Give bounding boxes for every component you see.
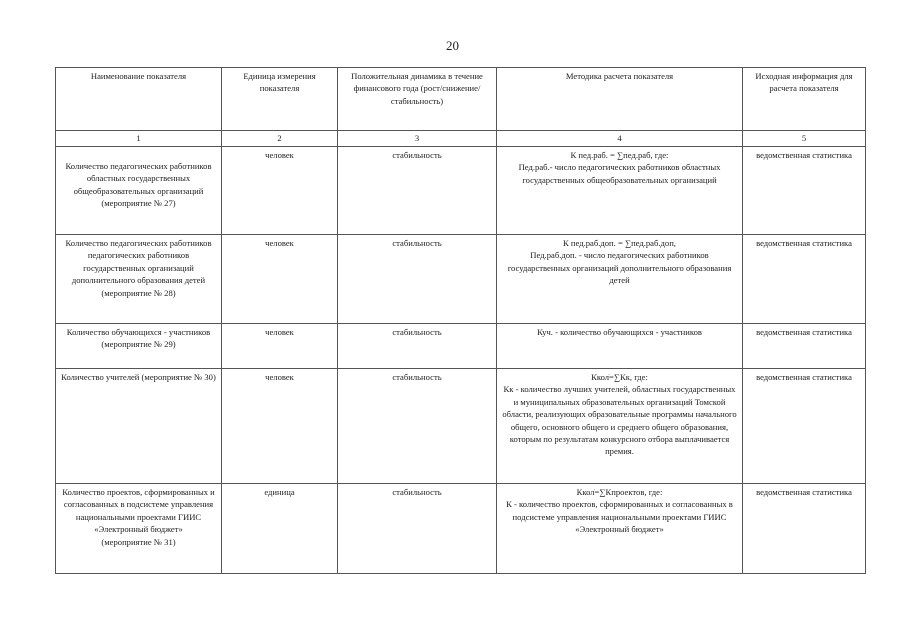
method-cell [497, 147, 743, 235]
method-cell [497, 369, 743, 484]
method-formula: К пед.раб.доп. = ∑пед.раб.доп, [563, 238, 676, 248]
indicator-note: (мероприятие № 28) [101, 287, 176, 298]
dynamics-cell: стабильность [338, 324, 497, 369]
indicator-name: Количество педагогических работников областных государственных общеобразовательных организаций (мероприятие № 27) [65, 161, 212, 209]
indicator-name-cell [56, 324, 222, 369]
method-cell [497, 484, 743, 574]
method-formula: К пед.раб. = ∑пед.раб, где: [570, 150, 669, 160]
page-number: 20 [446, 38, 459, 53]
column-number: 1 [56, 131, 222, 147]
unit-cell: человек [222, 235, 338, 324]
source-cell: ведомственная статистика [743, 235, 866, 324]
indicators-table [55, 67, 866, 574]
header-source: Исходная информация для расчета показателя [743, 68, 866, 131]
header-indicator-name: Наименование показателя [56, 68, 222, 131]
method-description: К - количество проектов, сформированных и согласованных в подсистеме управления национальными проектами ГИИС «Электронный бюджет» [506, 499, 733, 535]
indicator-note: (мероприятие № 31) [101, 536, 176, 547]
indicator-note: (мероприятие № 29) [101, 339, 176, 350]
dynamics-cell: стабильность [338, 369, 497, 484]
dynamics-cell: стабильность [338, 147, 497, 235]
indicator-name-cell [56, 147, 222, 235]
source-cell: ведомственная статистика [743, 484, 866, 574]
indicator-name: Количество проектов, сформированных и согласованных в подсистеме управления национальными проектами ГИИС «Электронный бюджет» [62, 487, 215, 535]
method-description: Кк - количество лучших учителей, областных государственных и муниципальных образовательных организаций Томской области, реализующих образовательные программы начального общего, основного общего и среднего общего образования, которым по результатам конкурсного отбора выплачивается премия. [502, 384, 737, 457]
indicator-name-cell [56, 484, 222, 574]
header-unit: Единица измерения показателя [222, 68, 338, 131]
indicator-name-cell [56, 235, 222, 324]
method-cell [497, 235, 743, 324]
table-row [56, 369, 866, 484]
table-row [56, 235, 866, 324]
column-number-row [56, 131, 866, 147]
source-cell: ведомственная статистика [743, 147, 866, 235]
table-row [56, 484, 866, 574]
indicator-name: Количество педагогических работников педагогических работников государственных организаций дополнительного образования детей [65, 238, 212, 286]
table-row [56, 324, 866, 369]
unit-cell: человек [222, 147, 338, 235]
unit-cell: человек [222, 369, 338, 484]
indicator-name-cell: Количество учителей (мероприятие № 30) [56, 369, 222, 484]
method-formula: Кколׂ=∑Кк, где: [591, 372, 648, 382]
header-method: Методика расчета показателя [497, 68, 743, 131]
indicator-name: Количество обучающихся - участников [66, 327, 211, 337]
source-cell: ведомственная статистика [743, 324, 866, 369]
column-number: 5 [743, 131, 866, 147]
column-number: 3 [338, 131, 497, 147]
method-description: Куч. - количество обучающихся - участников [537, 327, 702, 337]
column-number: 4 [497, 131, 743, 147]
method-description: Пед.раб.- число педагогических работников областных государственных общеобразовательных организаций [518, 162, 721, 185]
source-cell: ведомственная статистика [743, 369, 866, 484]
header-dynamics: Положительная динамика в течение финансового года (рост/снижение/стабильность) [338, 68, 497, 131]
method-description: Пед.раб.доп. - число педагогических работников государственных организаций дополнительного образования детей [507, 250, 732, 286]
dynamics-cell: стабильность [338, 484, 497, 574]
table-row [56, 147, 866, 235]
method-formula: Кколׂ=∑Кпроектов, где: [576, 487, 663, 497]
unit-cell: единица [222, 484, 338, 574]
method-cell [497, 324, 743, 369]
dynamics-cell: стабильность [338, 235, 497, 324]
table-header-row [56, 68, 866, 131]
column-number: 2 [222, 131, 338, 147]
unit-cell: человек [222, 324, 338, 369]
